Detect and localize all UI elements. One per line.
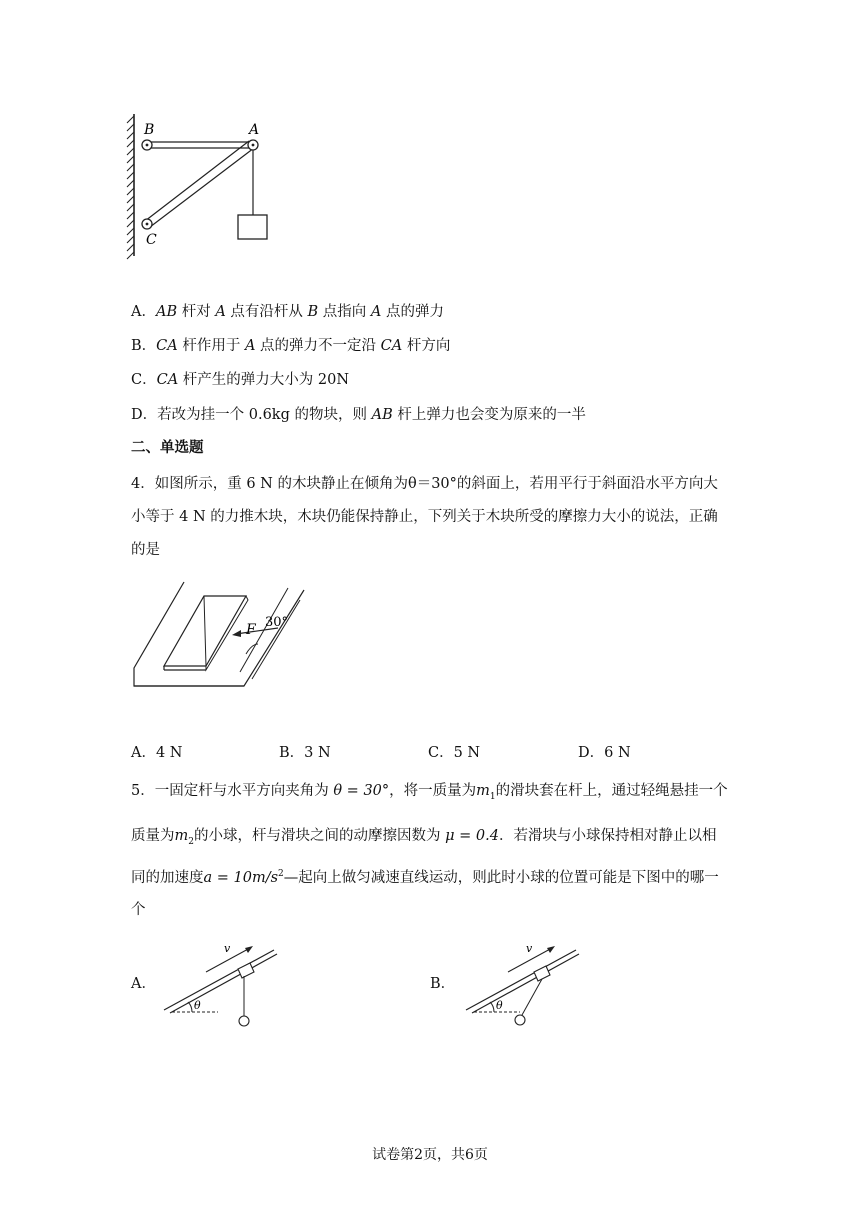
q3-option-b: B．CA 杆作用于 A 点的弹力不一定沿 CA 杆方向 [131,338,451,354]
label-A: A [249,122,260,138]
q5-figure-a-letter: A． [131,976,156,992]
page-footer: 试卷第2页，共6页 [372,1147,488,1163]
q5-line-4: 个 [131,902,146,918]
q5-figure-a [160,938,290,1030]
wall-bracket-figure [120,106,280,262]
q4-line-3: 的是 [131,542,160,558]
angle-label: 30° [265,615,289,630]
q5-line-2: 质量为$m_2$的小球，杆与滑块之间的动摩擦因数为 μ = 0.4．若滑块与小球保持相对静止以相 [131,828,717,847]
q3-option-c: C．CA 杆产生的弹力大小为 20N [131,372,350,388]
theta-label-b: θ [496,999,503,1012]
v-label-b: v [526,942,533,955]
q5-line-1: 5．一固定杆与水平方向夹角为 θ = 30°，将一质量为$m_1$的滑块套在杆上，通过轻绳悬挂一个 [131,783,728,802]
section-heading: 二、单选题 [131,439,204,456]
q4-option-c: C．5 N [428,745,481,761]
q5-figure-b-letter: B． [430,976,456,992]
label-C: C [146,232,157,248]
label-B: B [144,122,155,138]
q5-line-3: 同的加速度$a = 10m/s^2—$起向上做匀减速直线运动，则此时小球的位置可能是下图中的哪一 [131,869,719,886]
q4-line-1: 4．如图所示，重 6 N 的木块静止在倾角为θ＝30°的斜面上，若用平行于斜面沿水平方向大 [131,476,718,492]
q4-option-a: A．4 N [131,745,183,761]
q4-option-b: B．3 N [279,745,331,761]
v-label-a: v [224,942,231,955]
q4-line-2: 小等于 4 N 的力推木块，木块仍能保持静止，下列关于木块所受的摩擦力大小的说法，正确 [131,509,718,525]
q5-figure-b [462,938,592,1030]
q4-option-d: D．6 N [578,745,631,761]
q3-option-a: A．AB 杆对 A 点有沿杆从 B 点指向 A 点的弹力 [131,304,445,320]
theta-label-a: θ [194,999,201,1012]
incline-block-figure [128,574,308,692]
q3-option-d: D．若改为挂一个 0.6kg 的物块，则 AB 杆上弹力也会变为原来的一半 [131,407,586,423]
force-label: F [246,622,256,638]
